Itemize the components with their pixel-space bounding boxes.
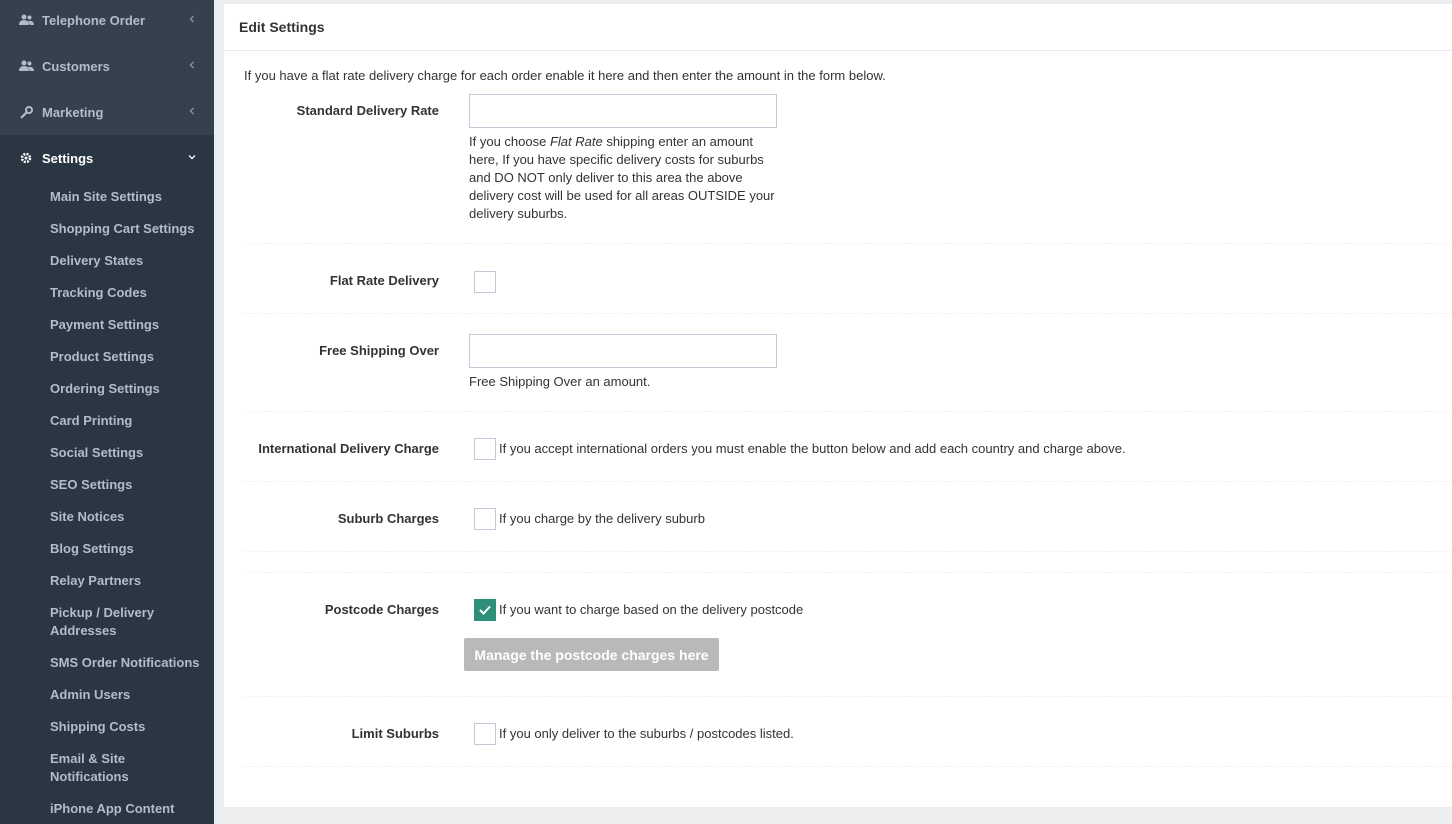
submenu-ordering-settings[interactable]: Ordering Settings: [50, 381, 160, 396]
check-icon: [478, 603, 492, 617]
help-text-part: If you choose: [469, 134, 550, 149]
wrench-icon: [18, 105, 34, 119]
chevron-down-icon: [188, 149, 196, 157]
nav-telephone-order[interactable]: [0, 0, 214, 43]
standard-delivery-rate-label: Standard Delivery Rate: [296, 103, 439, 118]
submenu-iphone-app-content[interactable]: iPhone App Content: [50, 801, 175, 816]
limit-suburbs-checkbox[interactable]: [474, 723, 496, 745]
international-delivery-charge-label: International Delivery Charge: [258, 441, 439, 456]
standard-delivery-rate-input[interactable]: [469, 94, 777, 128]
submenu-product-settings[interactable]: Product Settings: [50, 349, 155, 364]
submenu-shipping-costs[interactable]: Shipping Costs: [50, 719, 146, 734]
divider: [244, 313, 1452, 314]
divider: [244, 572, 1452, 573]
intro-text: If you have a flat rate delivery charge for each order enable it here and then enter the amount in the form below.: [244, 68, 886, 83]
international-delivery-text: If you accept international orders you must enable the button below and add each country and charge above.: [499, 441, 1126, 456]
help-text-emphasis: Flat Rate: [549, 134, 603, 149]
submenu-delivery-states[interactable]: Delivery States: [50, 253, 144, 268]
nav-settings[interactable]: [0, 135, 214, 181]
gear-icon: [18, 151, 34, 165]
help-text-part: shipping enter an amount here, If you have specific delivery costs for suburbs and DO NOT only deliver to this area the above delivery cost will be used for all areas OUTSIDE your delivery suburbs.: [469, 134, 775, 221]
submenu-site-notices[interactable]: Site Notices: [50, 509, 125, 524]
submenu-admin-users[interactable]: Admin Users: [50, 687, 131, 702]
postcode-charges-checkbox[interactable]: [474, 599, 496, 621]
chevron-left-icon: [188, 57, 196, 65]
suburb-charges-label: Suburb Charges: [337, 511, 439, 526]
nav-label: Marketing: [42, 104, 104, 120]
international-delivery-checkbox[interactable]: [474, 438, 496, 460]
nav-label: Customers: [42, 58, 110, 74]
limit-suburbs-label: Limit Suburbs: [351, 726, 439, 741]
divider: [244, 551, 1452, 552]
nav-marketing[interactable]: [0, 89, 214, 135]
suburb-charges-checkbox[interactable]: [474, 508, 496, 530]
standard-delivery-help: [469, 133, 777, 223]
chevron-left-icon: [188, 11, 196, 19]
submenu-email-site-notifications[interactable]: Email & Site Notifications: [50, 751, 129, 784]
sidebar: [0, 0, 214, 824]
submenu-main-site-settings[interactable]: Main Site Settings: [50, 189, 162, 204]
submenu-seo-settings[interactable]: SEO Settings: [50, 477, 133, 492]
submenu-social-settings[interactable]: Social Settings: [50, 445, 144, 460]
submenu-tracking-codes[interactable]: Tracking Codes: [50, 285, 147, 300]
flat-rate-delivery-label: Flat Rate Delivery: [329, 273, 439, 288]
manage-postcode-charges-button[interactable]: Manage the postcode charges here: [464, 638, 719, 671]
panel-title: Edit Settings: [224, 4, 1452, 51]
divider: [244, 481, 1452, 482]
submenu-sms-order-notifications[interactable]: SMS Order Notifications: [50, 655, 200, 670]
chevron-left-icon: [188, 103, 196, 111]
nav-label: Telephone Order: [42, 12, 146, 28]
postcode-charges-label: Postcode Charges: [324, 602, 439, 617]
submenu-card-printing[interactable]: Card Printing: [50, 413, 133, 428]
settings-submenu: [0, 181, 214, 824]
submenu-relay-partners[interactable]: Relay Partners: [50, 573, 142, 588]
free-shipping-help: Free Shipping Over an amount.: [469, 374, 651, 389]
divider: [244, 696, 1452, 697]
users-icon: [18, 13, 34, 27]
nav-customers[interactable]: [0, 43, 214, 89]
settings-panel: [224, 4, 1452, 807]
divider: [244, 243, 1452, 244]
submenu-pickup-delivery-addresses[interactable]: Pickup / Delivery Addresses: [50, 605, 155, 638]
submenu-payment-settings[interactable]: Payment Settings: [50, 317, 160, 332]
divider: [244, 411, 1452, 412]
free-shipping-over-label: Free Shipping Over: [319, 343, 439, 358]
divider: [244, 766, 1452, 767]
flat-rate-delivery-checkbox[interactable]: [474, 271, 496, 293]
submenu-shopping-cart-settings[interactable]: Shopping Cart Settings: [50, 221, 195, 236]
nav-label: Settings: [42, 150, 94, 166]
limit-suburbs-text: If you only deliver to the suburbs / postcodes listed.: [499, 726, 794, 741]
submenu-blog-settings[interactable]: Blog Settings: [50, 541, 134, 556]
free-shipping-over-input[interactable]: [469, 334, 777, 368]
postcode-charges-text: If you want to charge based on the delivery postcode: [499, 602, 804, 617]
users-icon: [18, 59, 34, 73]
suburb-charges-text: If you charge by the delivery suburb: [499, 511, 705, 526]
